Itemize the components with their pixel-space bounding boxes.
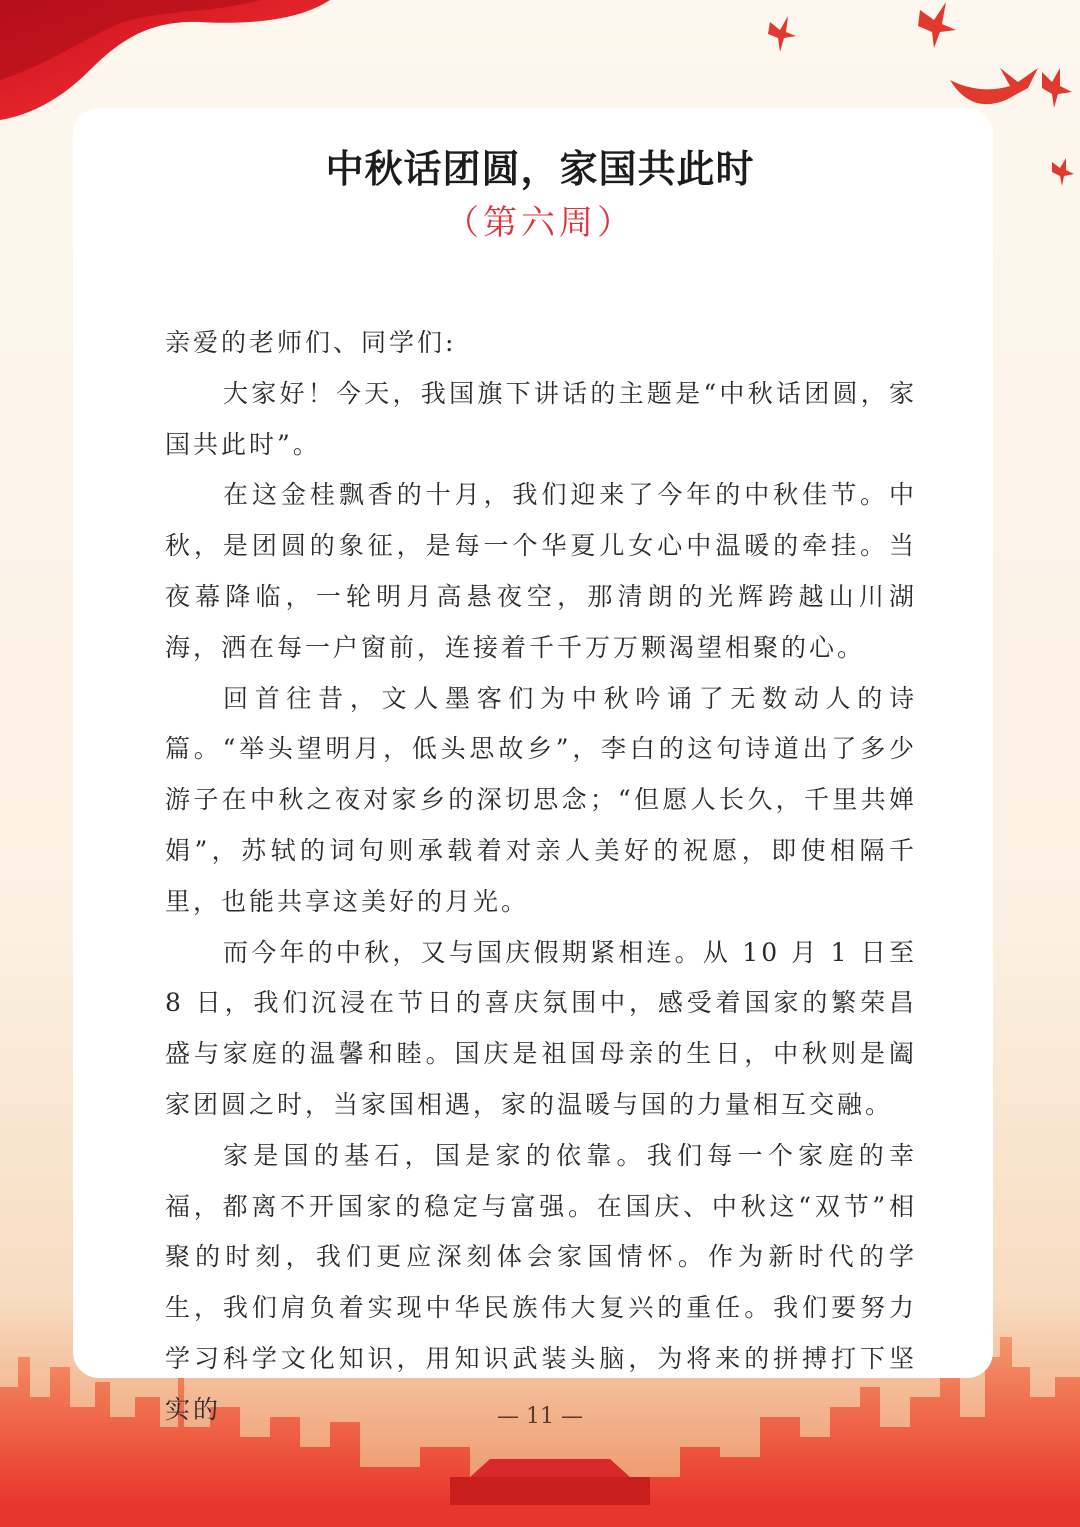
paragraph-4: 而今年的中秋，又与国庆假期紧相连。从 10 月 1 日至 8 日，我们沉浸在节日的喜庆氛围中，感受着国家的繁荣昌盛与家庭的温馨和睦。国庆是祖国母亲的生日，中秋则是阖家团圆之时，当家国相遇，家的温暖与国的力量相互交融。 [165, 937, 917, 1119]
page-title: 中秋话团圆，家国共此时 [325, 147, 755, 191]
page-number: — 11 — [497, 1404, 583, 1429]
paragraph-3: 回首往昔，文人墨客们为中秋吟诵了无数动人的诗篇。“举头望明月，低头思故乡”，李白的这句诗道出了多少游子在中秋之夜对家乡的深切思念；“但愿人长久，千里共婵娟”，苏轼的词句则承载着对亲人美好的祝愿，即使相隔千里，也能共享这美好的月光。 [165, 683, 917, 916]
dove-icon [1042, 68, 1072, 108]
dove-icon [950, 68, 1038, 104]
greeting: 亲爱的老师们、同学们: [165, 328, 457, 357]
paragraph-1: 大家好！今天，我国旗下讲话的主题是“中秋话团圆，家国共此时”。 [165, 378, 917, 459]
dove-icon [918, 2, 956, 48]
paragraph-2: 在这金桂飘香的十月，我们迎来了今年的中秋佳节。中秋，是团圆的象征，是每一个华夏儿女心中温暖的牵挂。当夜幕降临，一轮明月高悬夜空，那清朗的光辉跨越山川湖海，洒在每一户窗前，连接着千千万万颗渴望相聚的心。 [165, 480, 917, 662]
paragraph-5: 家是国的基石，国是家的依靠。我们每一个家庭的幸福，都离不开国家的稳定与富强。在国庆、中秋这“双节”相聚的时刻，我们更应深刻体会家国情怀。作为新时代的学生，我们肩负着实现中华民族伟大复兴的重任。我们要努力学习科学文化知识，用知识武装头脑，为将来的拼搏打下坚实的 [165, 1140, 917, 1424]
week-subtitle: （第六周） [445, 203, 635, 243]
dove-icon [768, 16, 796, 52]
